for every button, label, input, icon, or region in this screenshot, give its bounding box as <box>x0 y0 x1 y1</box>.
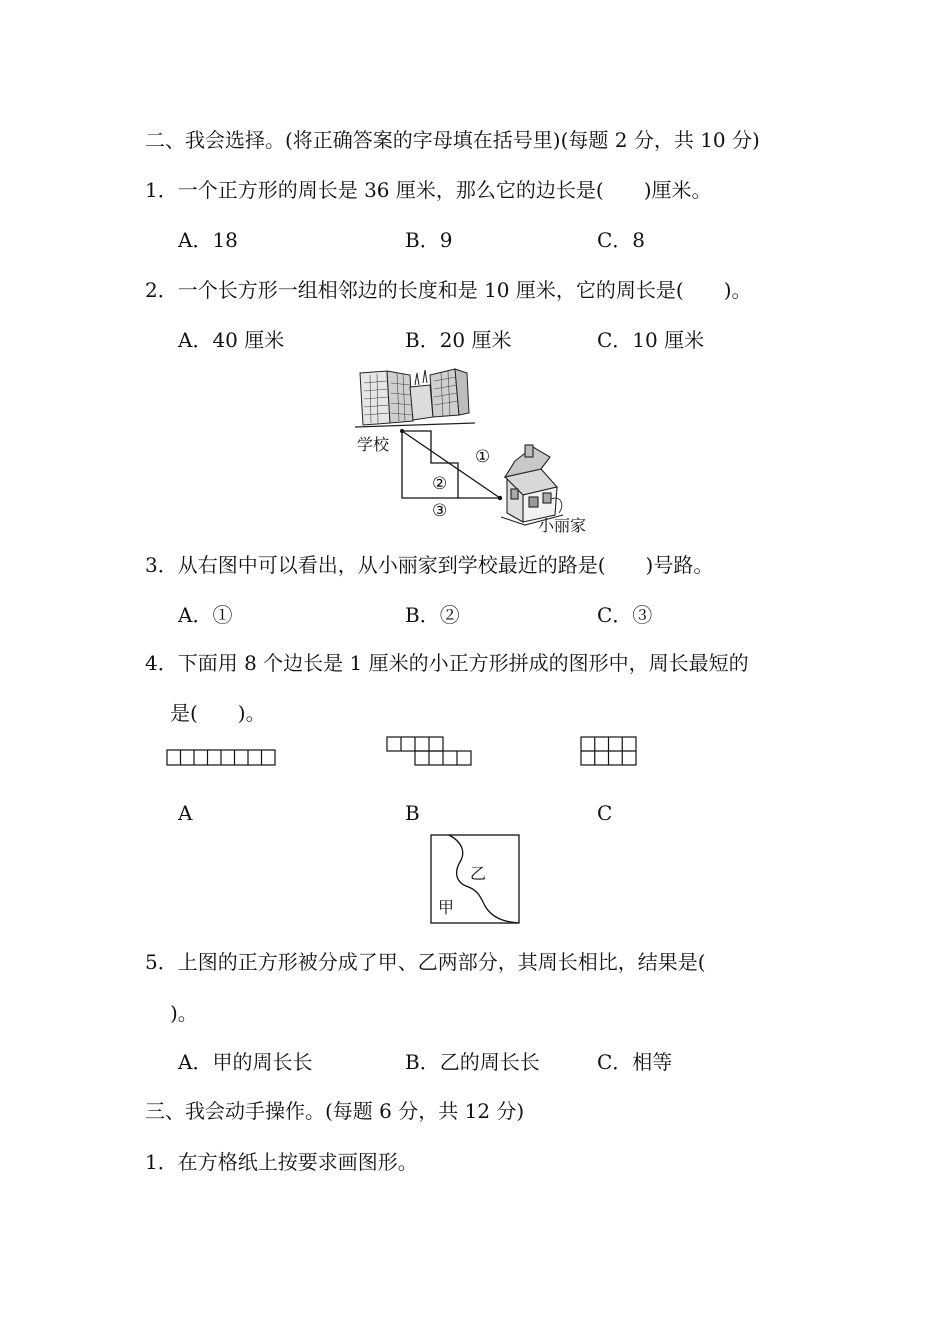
question-3-option-b: B．② <box>405 603 460 627</box>
shape-c-figure <box>580 736 640 768</box>
question-2-option-b: B．20 厘米 <box>405 328 512 352</box>
part-jia-label: 甲 <box>438 898 455 917</box>
route-2-path <box>402 431 458 498</box>
divided-square-figure <box>430 834 522 926</box>
question-4-text-line-2: 是( )。 <box>170 701 266 725</box>
question-5-option-a: A．甲的周长长 <box>178 1050 313 1074</box>
question-5-text-line-2: )。 <box>170 1001 198 1025</box>
shape-a-figure <box>166 749 278 767</box>
question-1-text: 1．一个正方形的周长是 36 厘米，那么它的边长是( )厘米。 <box>145 178 712 202</box>
question-5-text-line-1: 5．上图的正方形被分成了甲、乙两部分，其周长相比，结果是( <box>145 950 706 974</box>
question-2-option-c: C．10 厘米 <box>597 328 705 352</box>
shape-b-label: B <box>405 801 420 825</box>
house-icon <box>501 445 563 525</box>
shape-b-figure <box>386 736 476 770</box>
school-label: 学校 <box>357 435 390 454</box>
section-3-heading: 三、我会动手操作。(每题 6 分，共 12 分) <box>145 1099 525 1123</box>
route-2-label: ② <box>432 474 448 494</box>
shape-c-label: C <box>597 801 613 825</box>
route-1-label: ① <box>475 447 491 467</box>
question-3-option-a: A．① <box>178 603 233 627</box>
school-building-icon <box>355 369 475 427</box>
section-2-heading: 二、我会选择。(将正确答案的字母填在括号里)(每题 2 分，共 10 分) <box>145 128 760 152</box>
home-label: 小丽家 <box>538 516 587 535</box>
question-1-option-c: C．8 <box>597 228 646 252</box>
shape-a-label: A <box>178 801 193 825</box>
question-4-text-line-1: 4．下面用 8 个边长是 1 厘米的小正方形拼成的图形中，周长最短的 <box>145 651 749 675</box>
route-3-label: ③ <box>432 501 448 521</box>
question-2-option-a: A．40 厘米 <box>178 328 285 352</box>
section-3-question-1-text: 1．在方格纸上按要求画图形。 <box>145 1150 418 1174</box>
question-3-option-c: C．③ <box>597 603 653 627</box>
question-5-option-b: B．乙的周长长 <box>405 1050 540 1074</box>
question-1-option-a: A．18 <box>178 228 238 252</box>
question-3-text: 3．从右图中可以看出，从小丽家到学校最近的路是( )号路。 <box>145 553 714 577</box>
question-5-option-c: C．相等 <box>597 1050 673 1074</box>
question-2-text: 2．一个长方形一组相邻边的长度和是 10 厘米，它的周长是( )。 <box>145 278 752 302</box>
question-1-option-b: B．9 <box>405 228 453 252</box>
part-yi-label: 乙 <box>470 864 487 883</box>
